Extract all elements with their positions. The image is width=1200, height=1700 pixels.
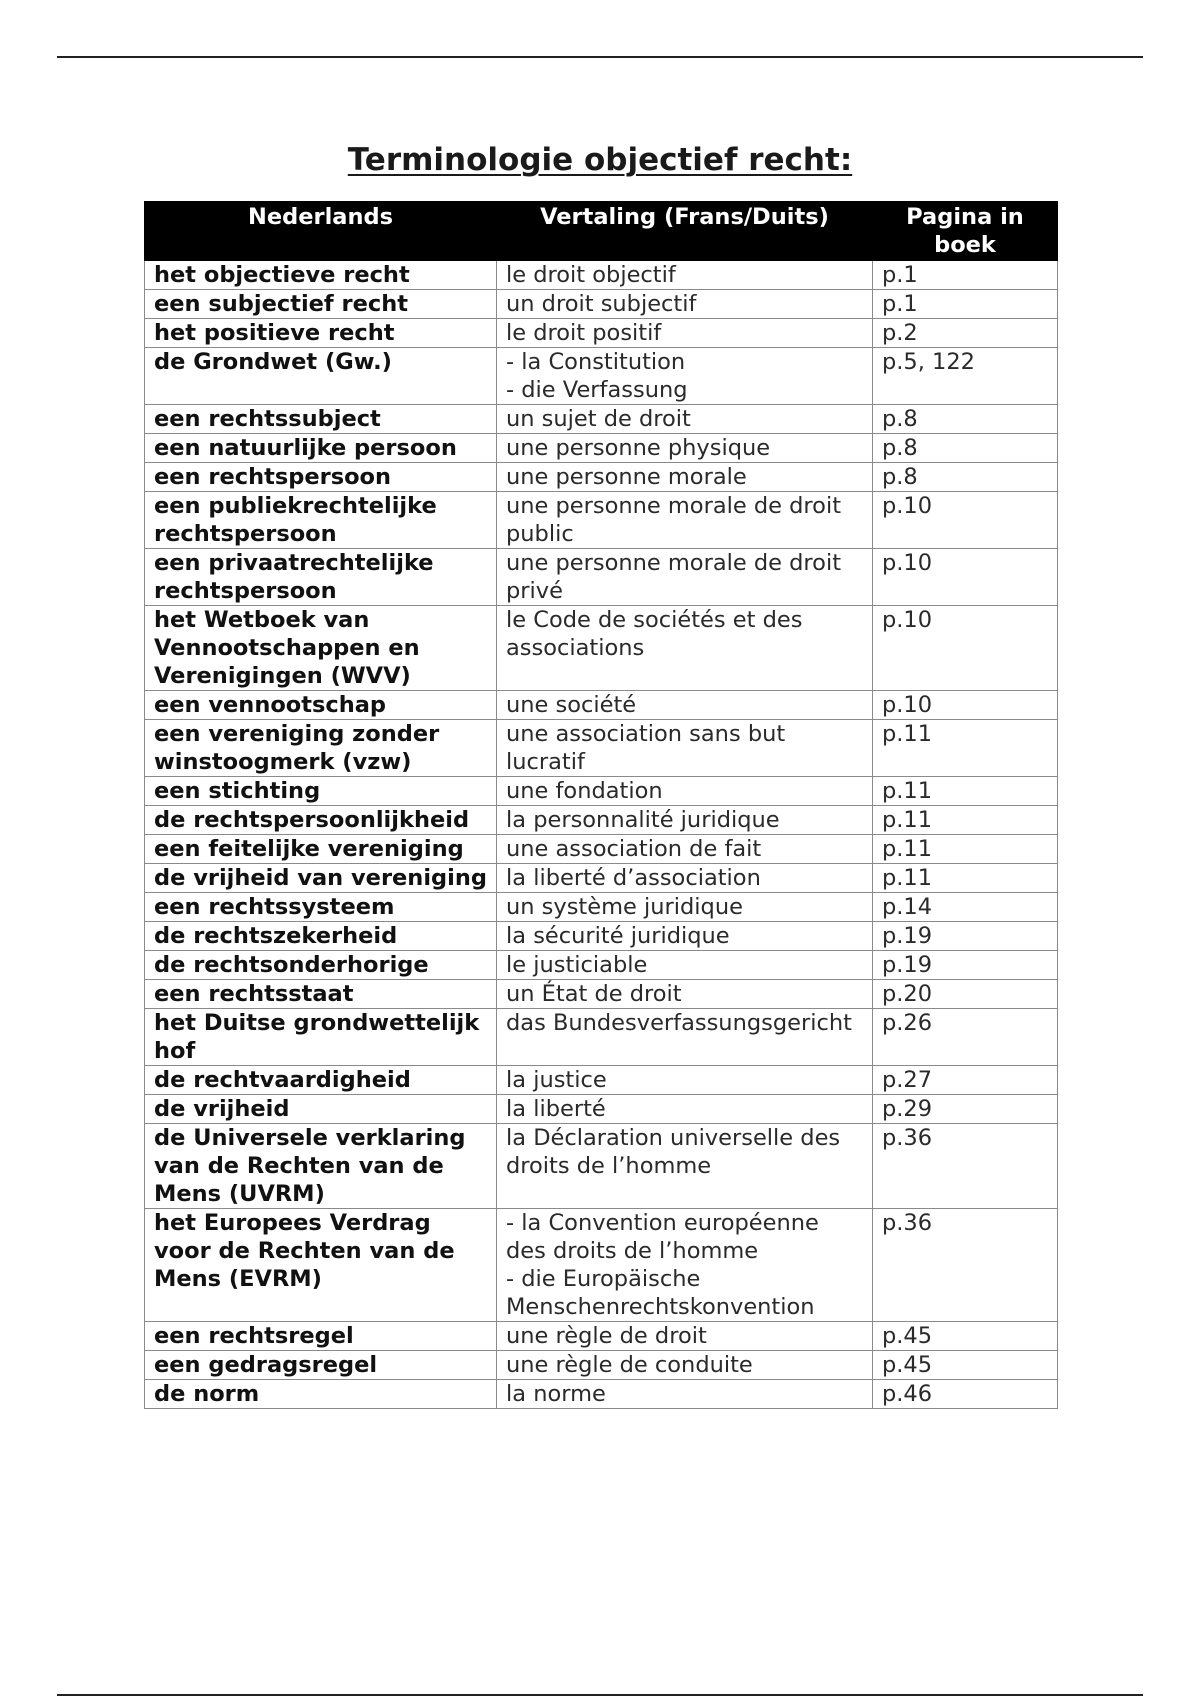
table-row <box>145 893 1058 922</box>
table-row <box>145 319 1058 348</box>
translation-line: un droit subjectif <box>506 291 697 317</box>
translation-line: la liberté <box>506 1096 606 1122</box>
term-translation <box>497 1351 873 1380</box>
table-row <box>145 1009 1058 1066</box>
term-page: p.20 <box>873 980 1058 1009</box>
term-page: p.11 <box>873 806 1058 835</box>
term-page: p.8 <box>873 463 1058 492</box>
term-dutch: een privaatrechtelijke rechtspersoon <box>145 549 497 606</box>
table-row <box>145 348 1058 405</box>
translation-line: une règle de droit <box>506 1323 707 1349</box>
term-translation <box>497 1322 873 1351</box>
term-translation <box>497 1095 873 1124</box>
term-page: p.29 <box>873 1095 1058 1124</box>
table-header <box>145 202 1058 261</box>
term-translation <box>497 405 873 434</box>
translation-line: une société <box>506 692 637 718</box>
term-translation <box>497 777 873 806</box>
term-translation <box>497 1066 873 1095</box>
table-row <box>145 606 1058 691</box>
translation-line: un État de droit <box>506 981 682 1007</box>
term-page: p.36 <box>873 1124 1058 1209</box>
translation-line: le droit objectif <box>506 262 676 288</box>
table-row <box>145 290 1058 319</box>
term-page: p.10 <box>873 492 1058 549</box>
footer-rule <box>57 1694 1143 1696</box>
term-translation <box>497 691 873 720</box>
table-row <box>145 1351 1058 1380</box>
term-page: p.8 <box>873 405 1058 434</box>
header-pagina: Pagina in boek <box>873 202 1058 261</box>
translation-line: un sujet de droit <box>506 406 691 432</box>
term-page: p.19 <box>873 922 1058 951</box>
table-row <box>145 951 1058 980</box>
table-row <box>145 864 1058 893</box>
term-page: p.1 <box>873 261 1058 290</box>
term-translation <box>497 434 873 463</box>
table-row <box>145 463 1058 492</box>
term-dutch: het Wetboek van Vennootschappen en Verenigingen (WVV) <box>145 606 497 691</box>
translation-line: la personnalité juridique <box>506 807 780 833</box>
translation-line: la Déclaration universelle des droits de l’homme <box>506 1125 841 1179</box>
table-row <box>145 549 1058 606</box>
translation-line: - la Convention européenne des droits de l’homme <box>506 1210 819 1264</box>
term-translation <box>497 1124 873 1209</box>
term-translation <box>497 951 873 980</box>
term-page: p.10 <box>873 606 1058 691</box>
page-title <box>0 140 1200 180</box>
term-page: p.45 <box>873 1351 1058 1380</box>
term-dutch: een natuurlijke persoon <box>145 434 497 463</box>
header-rule <box>57 56 1143 58</box>
translation-line: - la Constitution <box>506 349 686 375</box>
translation-line: la liberté d’association <box>506 865 761 891</box>
term-page: p.45 <box>873 1322 1058 1351</box>
term-page: p.36 <box>873 1209 1058 1322</box>
table-row <box>145 691 1058 720</box>
term-translation <box>497 319 873 348</box>
term-page: p.10 <box>873 549 1058 606</box>
term-translation <box>497 463 873 492</box>
table-row <box>145 261 1058 290</box>
term-translation <box>497 261 873 290</box>
translation-line: une fondation <box>506 778 663 804</box>
term-dutch: de rechtspersoonlijkheid <box>145 806 497 835</box>
term-translation <box>497 1009 873 1066</box>
header-nederlands: Nederlands <box>145 202 497 261</box>
term-page: p.46 <box>873 1380 1058 1409</box>
term-translation <box>497 720 873 777</box>
term-page: p.14 <box>873 893 1058 922</box>
translation-line: une association sans but lucratif <box>506 721 786 775</box>
term-page: p.1 <box>873 290 1058 319</box>
table-row <box>145 806 1058 835</box>
term-dutch: een rechtsregel <box>145 1322 497 1351</box>
translation-line: la justice <box>506 1067 607 1093</box>
term-translation <box>497 893 873 922</box>
term-page: p.27 <box>873 1066 1058 1095</box>
translation-line: un système juridique <box>506 894 743 920</box>
translation-line: - die Verfassung <box>506 377 688 403</box>
table-row <box>145 405 1058 434</box>
term-page: p.26 <box>873 1009 1058 1066</box>
translation-line: une personne physique <box>506 435 771 461</box>
table-row <box>145 1124 1058 1209</box>
term-dutch: de rechtsonderhorige <box>145 951 497 980</box>
translation-line: une règle de conduite <box>506 1352 753 1378</box>
term-page: p.19 <box>873 951 1058 980</box>
term-dutch: een gedragsregel <box>145 1351 497 1380</box>
term-page: p.2 <box>873 319 1058 348</box>
table-row <box>145 720 1058 777</box>
translation-line: le justiciable <box>506 952 648 978</box>
page-title-text: Terminologie objectief recht: <box>347 142 853 178</box>
terminology-table <box>144 201 1058 1409</box>
table-row <box>145 835 1058 864</box>
header-row <box>145 202 1058 261</box>
term-translation <box>497 290 873 319</box>
term-dutch: de vrijheid <box>145 1095 497 1124</box>
term-translation <box>497 980 873 1009</box>
term-dutch: de rechtvaardigheid <box>145 1066 497 1095</box>
table-row <box>145 1322 1058 1351</box>
term-dutch: het objectieve recht <box>145 261 497 290</box>
term-dutch: het Duitse grondwettelijk hof <box>145 1009 497 1066</box>
translation-line: une personne morale de droit public <box>506 493 842 547</box>
translation-line: la norme <box>506 1381 606 1407</box>
term-page: p.11 <box>873 835 1058 864</box>
term-dutch: een subjectief recht <box>145 290 497 319</box>
term-dutch: de Grondwet (Gw.) <box>145 348 497 405</box>
term-translation <box>497 835 873 864</box>
table-row <box>145 434 1058 463</box>
term-dutch: de norm <box>145 1380 497 1409</box>
term-dutch: het Europees Verdrag voor de Rechten van de Mens (EVRM) <box>145 1209 497 1322</box>
term-dutch: een rechtsstaat <box>145 980 497 1009</box>
term-translation <box>497 922 873 951</box>
term-page: p.11 <box>873 720 1058 777</box>
table-row <box>145 777 1058 806</box>
table-row <box>145 1380 1058 1409</box>
term-translation <box>497 1209 873 1322</box>
term-dutch: een rechtssysteem <box>145 893 497 922</box>
table-body <box>145 261 1058 1409</box>
term-dutch: het positieve recht <box>145 319 497 348</box>
term-translation <box>497 606 873 691</box>
table-row <box>145 1066 1058 1095</box>
translation-line: le Code de sociétés et des associations <box>506 607 803 661</box>
term-translation <box>497 348 873 405</box>
table-row <box>145 922 1058 951</box>
term-dutch: de vrijheid van vereniging <box>145 864 497 893</box>
term-page: p.11 <box>873 777 1058 806</box>
term-translation <box>497 806 873 835</box>
term-translation <box>497 864 873 893</box>
table-row <box>145 492 1058 549</box>
term-dutch: een vereniging zonder winstoogmerk (vzw) <box>145 720 497 777</box>
term-translation <box>497 1380 873 1409</box>
translation-line: das Bundesverfassungsgericht <box>506 1010 852 1036</box>
translation-line: la sécurité juridique <box>506 923 730 949</box>
term-dutch: een stichting <box>145 777 497 806</box>
table-row <box>145 980 1058 1009</box>
term-translation <box>497 492 873 549</box>
term-page: p.5, 122 <box>873 348 1058 405</box>
translation-line: le droit positif <box>506 320 662 346</box>
table-row <box>145 1209 1058 1322</box>
term-translation <box>497 549 873 606</box>
term-page: p.11 <box>873 864 1058 893</box>
term-dutch: een feitelijke vereniging <box>145 835 497 864</box>
term-dutch: een rechtspersoon <box>145 463 497 492</box>
translation-line: une personne morale de droit privé <box>506 550 842 604</box>
term-dutch: een rechtssubject <box>145 405 497 434</box>
table-row <box>145 1095 1058 1124</box>
term-page: p.8 <box>873 434 1058 463</box>
term-dutch: een vennootschap <box>145 691 497 720</box>
header-vertaling: Vertaling (Frans/Duits) <box>497 202 873 261</box>
translation-line: - die Europäische Menschenrechtskonvention <box>506 1266 815 1320</box>
term-dutch: de Universele verklaring van de Rechten van de Mens (UVRM) <box>145 1124 497 1209</box>
term-page: p.10 <box>873 691 1058 720</box>
term-dutch: de rechtszekerheid <box>145 922 497 951</box>
translation-line: une association de fait <box>506 836 762 862</box>
term-dutch: een publiekrechtelijke rechtspersoon <box>145 492 497 549</box>
translation-line: une personne morale <box>506 464 747 490</box>
